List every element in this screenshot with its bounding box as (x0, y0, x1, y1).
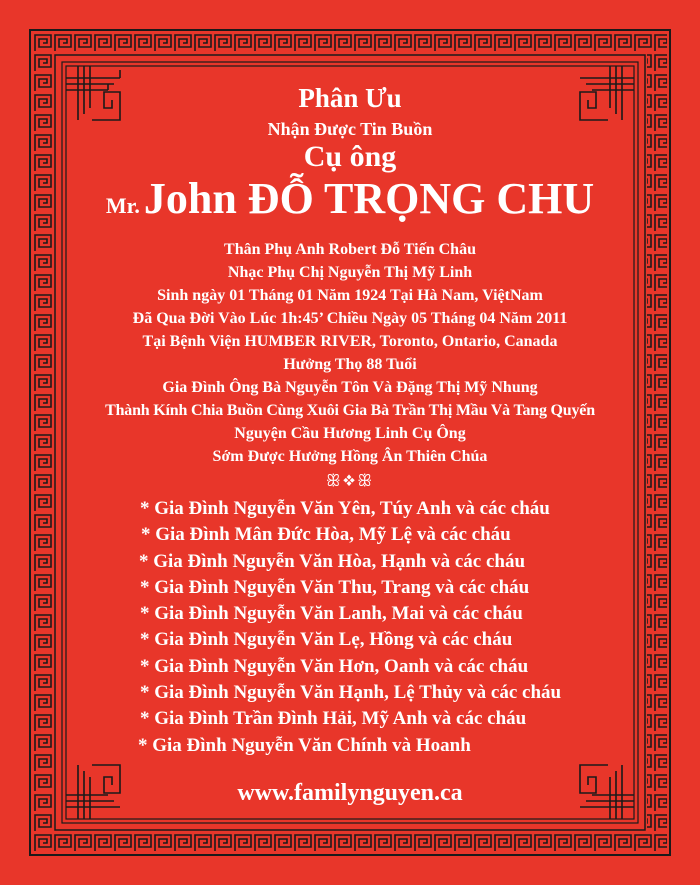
list-item: * Gia Đình Nguyễn Văn Thu, Trang và các cháu (140, 576, 530, 598)
info-line: Nhạc Phụ Chị Nguyễn Thị Mỹ Linh (227, 264, 473, 281)
list-item: * Gia Đình Nguyễn Văn Hạnh, Lệ Thủy và các cháu (140, 682, 562, 704)
name-main: John ĐỖ TRỌNG CHU (143, 174, 595, 223)
info-line: Nguyện Cầu Hương Linh Cụ Ông (234, 425, 466, 442)
info-block (60, 238, 640, 468)
notice-subtitle: Nhận Được Tin Buồn (267, 119, 433, 139)
list-item: * Gia Đình Nguyễn Văn Hòa, Hạnh và các cháu (139, 550, 526, 572)
list-item: * Gia Đình Trần Đình Hải, Mỹ Anh và các cháu (140, 708, 527, 730)
info-line: Đã Qua Đời Vào Lúc 1h:45’ Chiều Ngày 05 Tháng 04 Năm 2011 (132, 310, 568, 327)
list-item: * Gia Đình Nguyễn Văn Hơn, Oanh và các cháu (140, 655, 529, 677)
family-list (60, 496, 640, 759)
info-line: Thành Kính Chia Buồn Cùng Xuôi Gia Bà Trần Thị Mầu Và Tang Quyến (105, 402, 595, 419)
list-item: * Gia Đình Nguyễn Văn Lanh, Mai và các cháu (140, 603, 523, 625)
list-item: * Gia Đình Nguyễn Văn Yên, Túy Anh và các cháu (140, 498, 550, 519)
list-item: * Gia Đình Mân Đức Hòa, Mỹ Lệ và các cháu (141, 524, 511, 546)
info-line: Tại Bệnh Viện HUMBER RIVER, Toronto, Ontario, Canada (142, 333, 558, 350)
ornament-divider-icon: ꕥ❖ꕥ (325, 473, 375, 490)
info-line: Hưởng Thọ 88 Tuổi (283, 356, 417, 373)
deceased-name (60, 174, 640, 234)
info-line: Thân Phụ Anh Robert Đỗ Tiến Châu (224, 241, 476, 258)
info-line: Sinh ngày 01 Tháng 01 Năm 1924 Tại Hà Nam, ViệtNam (157, 287, 543, 304)
honorific: Cụ ông (303, 140, 397, 173)
list-item: * Gia Đình Nguyễn Văn Chính và Hoanh (138, 734, 471, 756)
list-item: * Gia Đình Nguyễn Văn Lẹ, Hồng và các cháu (140, 629, 513, 651)
info-line: Sớm Được Hưởng Hồng Ân Thiên Chúa (212, 448, 488, 465)
notice-title: Phân Ưu (298, 83, 402, 113)
website-link[interactable]: www.familynguyen.ca (237, 779, 463, 806)
info-line: Gia Đình Ông Bà Nguyễn Tôn Và Đặng Thị Mỹ Nhung (162, 379, 538, 396)
name-prefix: Mr. (105, 193, 140, 218)
condolence-notice (60, 80, 640, 820)
